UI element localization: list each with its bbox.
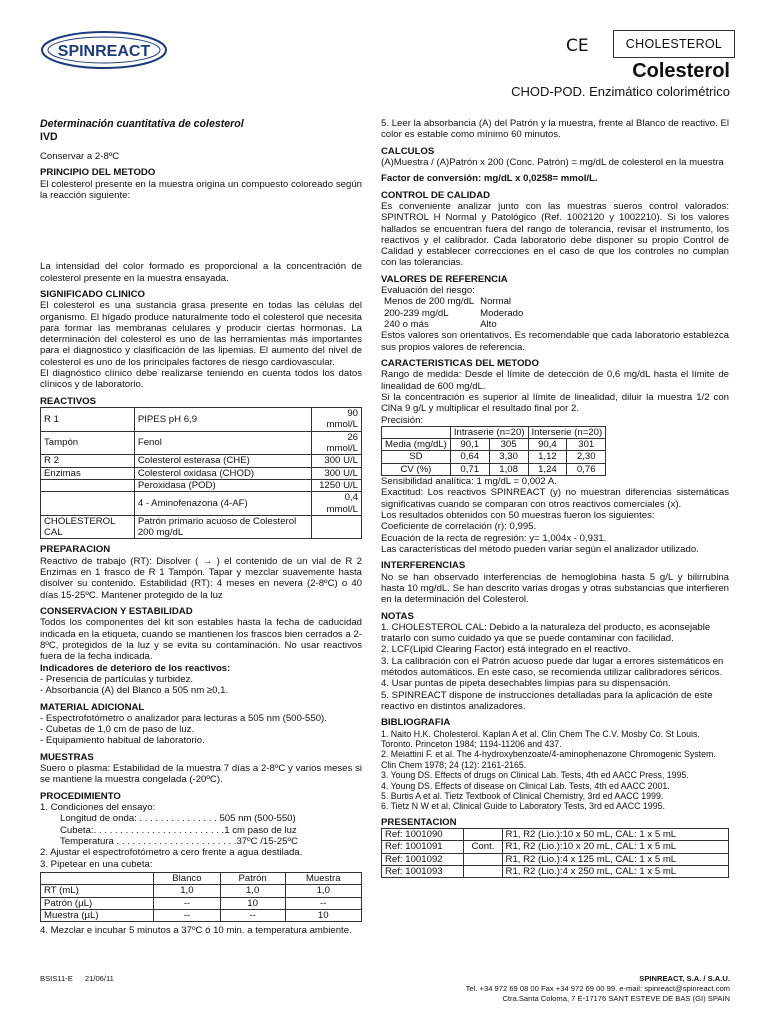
proc-heading: PROCEDIMIENTO <box>40 790 121 802</box>
char-heading: CARACTERISTICAS DEL METODO <box>381 357 539 369</box>
pres-table <box>381 828 729 878</box>
reagent-conc: 26 mmol/L <box>311 431 361 455</box>
footer-date: 21/06/11 <box>84 974 114 983</box>
ref-range: 200-239 mg/dL <box>384 307 449 319</box>
deterioro-item: - Absorbancia (A) del Blanco a 505 nm ≥0,1. <box>40 685 229 697</box>
pipette-cell: 10 <box>285 909 362 921</box>
material-heading: MATERIAL ADICIONAL <box>40 701 145 713</box>
pipette-cell: -- <box>154 897 221 909</box>
table-row <box>41 479 362 491</box>
precision-group: Interserie (n=20) <box>528 426 606 438</box>
precision-cell: 301 <box>567 439 606 451</box>
reagent-component: PIPES pH 6,9 <box>134 408 311 432</box>
pres-ref: Ref: 1001091 <box>382 841 464 853</box>
pipette-header: Muestra <box>285 872 362 884</box>
reagent-conc <box>311 515 361 539</box>
spinreact-logo <box>40 30 168 70</box>
muestras-heading: MUESTRAS <box>40 751 94 763</box>
precision-label: Precisión: <box>381 414 424 426</box>
table-row <box>41 492 362 516</box>
material-item: - Cubetas de 1,0 cm de paso de luz. <box>40 724 195 736</box>
proc-step: 3. Pipetear en una cubeta: <box>40 858 153 870</box>
precision-cell: 305 <box>489 439 528 451</box>
biblio-list <box>381 729 729 812</box>
reagent-code: R 2 <box>41 455 135 467</box>
precision-cell: 2,30 <box>567 451 606 463</box>
table-row <box>41 455 362 467</box>
intensity-text: La intensidad del color formado es proporcional a la concentración de colesterol presente en la muestra ensayada. <box>40 261 362 284</box>
precision-cell: 90,4 <box>528 439 567 451</box>
pres-ref: Ref: 1001092 <box>382 853 464 865</box>
table-row <box>382 426 606 438</box>
pipette-header: Blanco <box>154 872 221 884</box>
precision-cell: SD <box>382 451 451 463</box>
right-column <box>381 118 729 878</box>
pipette-cell: -- <box>285 897 362 909</box>
pres-desc: R1, R2 (Lio.):10 x 20 mL, CAL: 1 x 5 mL <box>502 841 728 853</box>
precision-cell: CV (%) <box>382 463 451 475</box>
correlation: Coeficiente de correlación (r): 0,995. <box>381 521 537 533</box>
conversion-factor: Factor de conversión: mg/dL x 0,0258= mmol/L. <box>381 173 598 185</box>
precision-cell: 1,12 <box>528 451 567 463</box>
pipette-header: Patrón <box>220 872 285 884</box>
prep-text: Reactivo de trabajo (RT): Disolver ( → ) el contenido de un vial de R 2 Enzimas en 1 frasco de R 1 Tampón. Tapar y mezclar suavemente hasta disolver su contenido. Estabilidad (RT): 4 meses en nevera (2-8ºC) o 40 días 15-25ºC. Mantener protegido de la luz <box>40 555 362 601</box>
precision-cell: 1,24 <box>528 463 567 475</box>
ref-heading: VALORES DE REFERENCIA <box>381 273 508 285</box>
sensitivity: Sensibilidad analítica: 1 mg/dL = 0,002 A. <box>381 476 557 488</box>
principle-heading: PRINCIPIO DEL METODO <box>40 167 156 179</box>
ce-mark: CE <box>566 36 589 56</box>
footer-address: Ctra.Santa Coloma, 7 E-17176 SANT ESTEVE DE BAS (GI) SPAIN <box>502 994 730 1003</box>
table-row <box>41 408 362 432</box>
reagent-conc: 1250 U/L <box>311 479 361 491</box>
footer-code: BSIS11-E <box>40 974 73 983</box>
footer <box>40 974 730 1003</box>
page-subtitle: CHOD-POD. Enzimático colorimétrico <box>511 84 730 99</box>
interf-heading: INTERFERENCIAS <box>381 560 466 572</box>
reaction-scheme <box>40 201 362 261</box>
ref-class: Alto <box>480 319 497 330</box>
proc-step: 2. Ajustar el espectrofotómetro a cero frente a agua destilada. <box>40 847 303 859</box>
reagent-component: Fenol <box>134 431 311 455</box>
pipette-cell: RT (mL) <box>41 885 154 897</box>
pipette-cell: Muestra (µL) <box>41 909 154 921</box>
pipette-cell: -- <box>154 909 221 921</box>
proc-step: Temperatura . . . . . . . . . . . . . . . . . . . . . . .37ºC /15-25ºC <box>60 835 298 847</box>
deterioro-heading: Indicadores de deterioro de los reactivos: <box>40 662 231 674</box>
pres-desc: R1, R2 (Lio.):4 x 250 mL, CAL: 1 x 5 mL <box>502 865 728 877</box>
proc-step: Cubeta:. . . . . . . . . . . . . . . . . . . . . . . . .1 cm paso de luz <box>60 824 297 836</box>
biblio-item: 1. Naito H.K. Cholesterol. Kaplan A et al. Clin Chem The C.V. Mosby Co. St Louis. Toronto. Princeton 1984; 1194-11206 and 437. <box>381 728 700 749</box>
pres-desc: R1, R2 (Lio.):10 x 50 mL, CAL: 1 x 5 mL <box>502 828 728 840</box>
qc-heading: CONTROL DE CALIDAD <box>381 189 491 201</box>
biblio-item: 3. Young DS. Effects of drugs on Clinical Lab. Tests, 4th ed AACC Press, 1995. <box>381 770 689 781</box>
proc-step: 4. Mezclar e incubar 5 minutos a 37ºC ó 10 min. a temperatura ambiente. <box>40 925 352 937</box>
table-row <box>382 828 729 840</box>
precision-cell: 90,1 <box>450 439 489 451</box>
prep-heading: PREPARACION <box>40 544 111 556</box>
table-row <box>41 909 362 921</box>
char-last: Las características del método pueden variar según el analizador utilizado. <box>381 543 699 555</box>
pipette-cell: 1,0 <box>154 885 221 897</box>
biblio-item: 5. Burtis A et al. Tietz Textbook of Clinical Chemistry, 3rd ed AACC 1999. <box>381 790 664 801</box>
pipette-table <box>40 872 362 922</box>
nota-item: 4. Usar puntas de pipeta desechables limpias para su dispensación. <box>381 678 671 690</box>
table-row <box>41 885 362 897</box>
biblio-item: 6. Tietz N W et al. Clinical Guide to Laboratory Tests, 3rd ed AACC 1995. <box>381 801 665 812</box>
pipette-header <box>41 872 154 884</box>
material-item: - Equipamiento habitual de laboratorio. <box>40 735 205 747</box>
reagent-component: Peroxidasa (POD) <box>134 479 311 491</box>
ref-intro: Evaluación del riesgo: <box>381 285 475 297</box>
proc-step: Longitud de onda: . . . . . . . . . . . . . . . 505 nm (500-550) <box>60 813 296 825</box>
table-row <box>381 308 526 319</box>
table-row <box>382 841 729 853</box>
reagent-conc: 0,4 mmol/L <box>311 492 361 516</box>
footer-contact: Tel. +34 972 69 08 00 Fax +34 972 69 00 99. e-mail: spinreact@spinreact.com <box>465 984 730 993</box>
deterioro-item: - Presencia de partículas y turbidez. <box>40 673 194 685</box>
ref-note: Estos valores son orientativos. Es recomendable que cada laboratorio establezca sus propios valores de referencia. <box>381 330 729 353</box>
precision-table <box>381 426 606 476</box>
pipette-cell: -- <box>220 909 285 921</box>
precision-cell: 1,08 <box>489 463 528 475</box>
table-row <box>382 865 729 877</box>
precision-group: Intraserie (n=20) <box>450 426 528 438</box>
reagent-code: Tampón <box>41 431 135 455</box>
table-row <box>41 431 362 455</box>
table-row <box>381 296 526 307</box>
biblio-item: 2. Meiattini F. et al. The 4-hydroxybenzoate/4-aminophenazone Chromogenic System. Clin Chem 1978; 24 (12): 2161-2165. <box>381 749 716 770</box>
left-column <box>40 118 362 936</box>
reagent-conc: 300 U/L <box>311 467 361 479</box>
reagent-component: Patrón primario acuoso de Colesterol 200 mg/dL <box>134 515 311 539</box>
ref-class: Normal <box>480 296 512 308</box>
precision-cell: 0,64 <box>450 451 489 463</box>
material-item: - Espectrofotómetro o analizador para lecturas a 505 nm (500-550). <box>40 712 327 724</box>
calc-heading: CALCULOS <box>381 145 435 157</box>
qc-text: Es conveniente analizar junto con las muestras sueros control valorados: SPINTROL H Normal y Patológico (Ref. 1002120 y 1002210). Si los valores hallados se encuentran fuera del rango de tolerancia, revisar el instrumento, los reactivos y el calibrador. Cada laboratorio debe disponer su propio Control de Calidad y establecer correcciones en el caso de que los controles no cumplan con las tolerancias. <box>381 200 729 269</box>
pres-heading: PRESENTACION <box>381 816 457 828</box>
conserv-heading: CONSERVACION Y ESTABILIDAD <box>40 606 193 617</box>
pres-cont <box>464 828 502 840</box>
table-row <box>381 319 526 330</box>
ref-range: Menos de 200 mg/dL <box>384 296 475 308</box>
principle-text: El colesterol presente en la muestra origina un compuesto coloreado según la reacción siguiente: <box>40 178 362 201</box>
reagent-conc: 300 U/L <box>311 455 361 467</box>
pipette-cell: Patrón (µL) <box>41 897 154 909</box>
page-title: Colesterol <box>632 60 730 82</box>
proc-step: 1. Condiciones del ensayo: <box>40 802 156 813</box>
footer-company: SPINREACT, S.A. / S.A.U. <box>639 974 730 983</box>
conserv-text: Todos los componentes del kit son estables hasta la fecha de caducidad indicada en la etiqueta, cuando se mantienen los frascos bien cerrados a 2-8ºC, protegidos de la luz y se evita su contaminación. No usar reactivos fuera de la fecha indicada. <box>40 617 362 663</box>
table-row <box>41 897 362 909</box>
reagents-table <box>40 407 362 539</box>
pres-cont: Cont. <box>464 841 502 853</box>
reagent-component: 4 - Aminofenazona (4-AF) <box>134 492 311 516</box>
pres-ref: Ref: 1001090 <box>382 828 464 840</box>
reagent-component: Colesterol oxidasa (CHOD) <box>134 467 311 479</box>
exactitud-2: Los resultados obtenidos con 50 muestras fueron los siguientes: <box>381 510 655 521</box>
significance-heading: SIGNIFICADO CLINICO <box>40 288 145 300</box>
svg-text:SPINREACT: SPINREACT <box>57 43 151 60</box>
nota-item: 1. CHOLESTEROL CAL: Debido a la naturaleza del producto, es aconsejable tratarlo con sumo cuidado ya que se puede contaminar con facilidad. <box>381 621 711 645</box>
ref-range: 240 o más <box>384 319 429 330</box>
reagent-code: Enzimas <box>41 467 135 479</box>
ref-class: Moderado <box>480 307 524 319</box>
pres-cont <box>464 865 502 877</box>
pipette-cell: 1,0 <box>220 885 285 897</box>
ivd-label: IVD <box>40 130 58 143</box>
precision-cell: 0,71 <box>450 463 489 475</box>
biblio-item: 4. Young DS. Effects of disease on Clinical Lab. Tests, 4th ed AACC 2001. <box>381 780 670 791</box>
reagents-heading: REACTIVOS <box>40 395 96 407</box>
char-text-2: Si la concentración es superior al límite de linealidad, diluir la muestra 1/2 con ClNa 9 g/L y multiplicar el resultado final por 2. <box>381 391 729 415</box>
significance-text: El colesterol es una sustancia grasa presente en todas las células del organismo. El hígado produce naturalmente todo el colesterol que necesita para formar las membranas celulares y producir ciertas hormonas. La determinación del colesterol es uno de las herramientas más importantes para el diagnostico y clasificación de las lipemias. El aumento del nivel de colesterol es uno de los principales factores de riesgo cardiovascular. <box>40 300 362 368</box>
calc-formula: (A)Muestra / (A)Patrón x 200 (Conc. Patrón) = mg/dL de colesterol en la muestra <box>381 156 724 168</box>
nota-item: 3. La calibración con el Patrón acuoso puede dar lugar a errores sistemáticos en métodos automáticos. En este caso, se recomienda utilizar calibradores séricos. <box>381 655 724 679</box>
reagent-conc: 90 mmol/L <box>311 408 361 432</box>
significance-text-2: El diagnóstico clínico debe realizarse teniendo en cuenta todos los datos clínicos y de laboratorio. <box>40 368 362 391</box>
muestras-text: Suero o plasma: Estabilidad de la muestra 7 días a 2-8ºC y varios meses si se mantiene la muestra congelada (-20ºC). <box>40 763 362 786</box>
table-row <box>382 463 606 475</box>
pres-desc: R1, R2 (Lio.):4 x 125 mL, CAL: 1 x 5 mL <box>502 853 728 865</box>
table-row <box>41 872 362 884</box>
nota-item: 2. LCF(Lipid Clearing Factor) está integrado en el reactivo. <box>381 644 631 656</box>
reagent-code: R 1 <box>41 408 135 432</box>
char-text: Rango de medida: Desde el límite de detección de 0,6 mg/dL hasta el límite de linealidad de 600 mg/dL. <box>381 369 729 392</box>
interf-text: No se han observado interferencias de hemoglobina hasta 5 g/L y bilirrubina hasta 10 mg/dL. Se han descrito varias drogas y otras substancias que interfieren en la determinación del Colesterol. <box>381 571 729 606</box>
pres-ref: Ref: 1001093 <box>382 865 464 877</box>
exactitud: Exactitud: Los reactivos SPINREACT (y) no muestran diferencias sistemáticas significativas cuando se comparan con otros reactivos comerciales (x). <box>381 487 729 510</box>
precision-cell: Media (mg/dL) <box>382 439 451 451</box>
table-row <box>382 451 606 463</box>
doc-heading: Determinación cuantitativa de colesterol <box>40 118 244 130</box>
table-row <box>41 467 362 479</box>
reagent-component: Colesterol esterasa (CHE) <box>134 455 311 467</box>
product-code-box: CHOLESTEROL <box>613 30 735 58</box>
notas-list <box>381 622 729 713</box>
precision-cell: 0,76 <box>567 463 606 475</box>
pipette-cell: 1,0 <box>285 885 362 897</box>
pipette-cell: 10 <box>220 897 285 909</box>
ref-table <box>381 296 526 330</box>
pres-cont <box>464 853 502 865</box>
biblio-heading: BIBLIOGRAFIA <box>381 717 451 729</box>
storage-text: Conservar a 2-8ºC <box>40 151 120 162</box>
precision-cell: 3,30 <box>489 451 528 463</box>
regression: Ecuación de la recta de regresión: y= 1,004x - 0,931. <box>381 532 607 544</box>
reagent-code: CHOLESTEROL CAL <box>41 515 135 539</box>
step-5: 5. Leer la absorbancia (A) del Patrón y la muestra, frente al Blanco de reactivo. El color es estable como mínimo 60 minutos. <box>381 118 729 141</box>
precision-corner <box>382 426 451 438</box>
table-row <box>382 439 606 451</box>
table-row <box>382 853 729 865</box>
reagent-code <box>41 479 135 491</box>
notas-heading: NOTAS <box>381 610 414 622</box>
table-row <box>41 515 362 539</box>
reagent-code <box>41 492 135 516</box>
nota-item: 5. SPINREACT dispone de instrucciones detalladas para la aplicación de este reactivo en distintos analizadores. <box>381 689 713 712</box>
